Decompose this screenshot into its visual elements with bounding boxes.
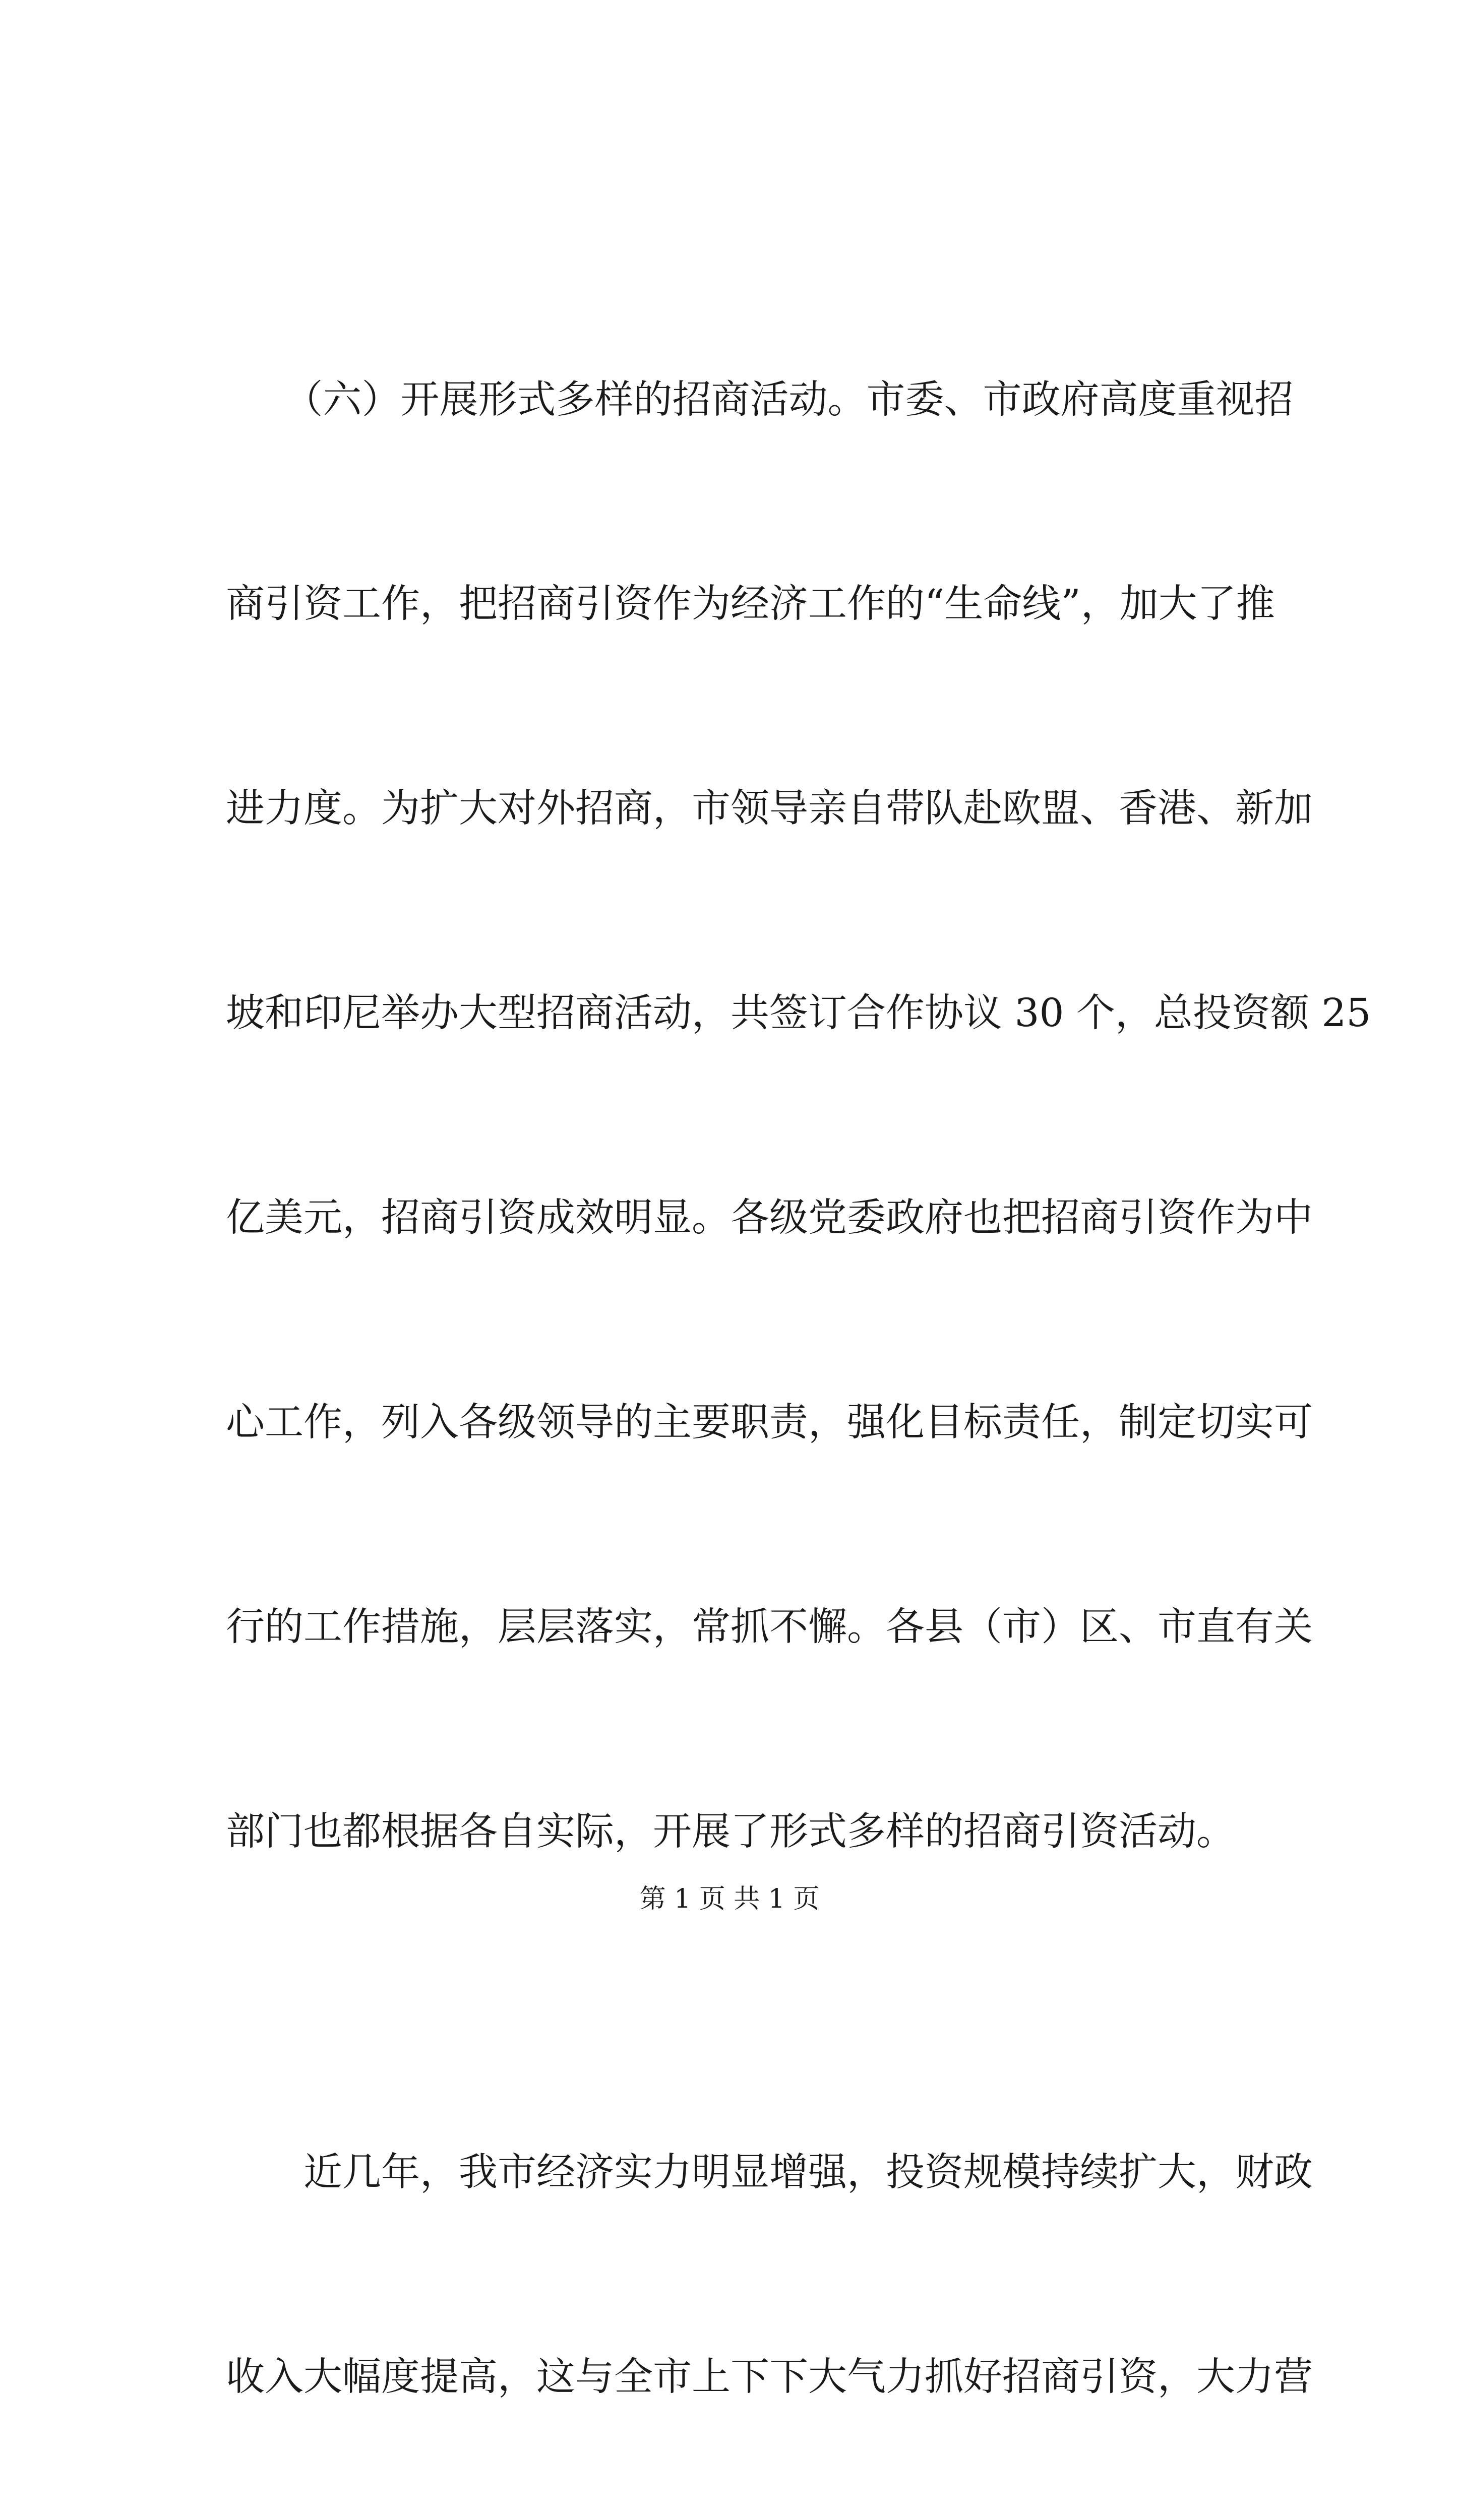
paragraph-1 (226, 229, 1371, 2002)
document-body (226, 229, 1371, 2520)
text-line: 近几年，我市经济实力明显增强，投资规模持续扩大，财政 (226, 2150, 1313, 2195)
text-line: 部门也都根据各自实际，开展了形式多样的招商引资活动。 (226, 1809, 1235, 1854)
text-line: 商引资工作，把招商引资作为经济工作的“生命线”，加大了推 (226, 582, 1275, 627)
page-footer: 第 1 页 共 1 页 (639, 1884, 820, 1914)
text-line: （六）开展形式多样的招商活动。市委、市政府高度重视招 (226, 377, 1294, 422)
text-line: 进力度。为扩大对外招商，市领导亲自带队赴欧盟、香港、新加 (226, 786, 1313, 832)
text-line: 亿美元，招商引资成效明显。各级党委政府也把招商引资作为中 (226, 1195, 1313, 1241)
text-line: 行的工作措施，层层落实，常抓不懈。各县（市）区、市直有关 (226, 1604, 1313, 1650)
text-line: 收入大幅度提高，这与全市上下下大气力抓好招商引资，大力营 (226, 2355, 1313, 2400)
paragraph-2 (226, 2002, 1313, 2520)
text-line: 坡和印尼举办大型招商活动，共签订合作协议 30 个，总投资额 25 (226, 991, 1371, 1036)
text-line: 心工作，列入各级领导的主要职责，强化目标责任，制定切实可 (226, 1400, 1313, 1445)
